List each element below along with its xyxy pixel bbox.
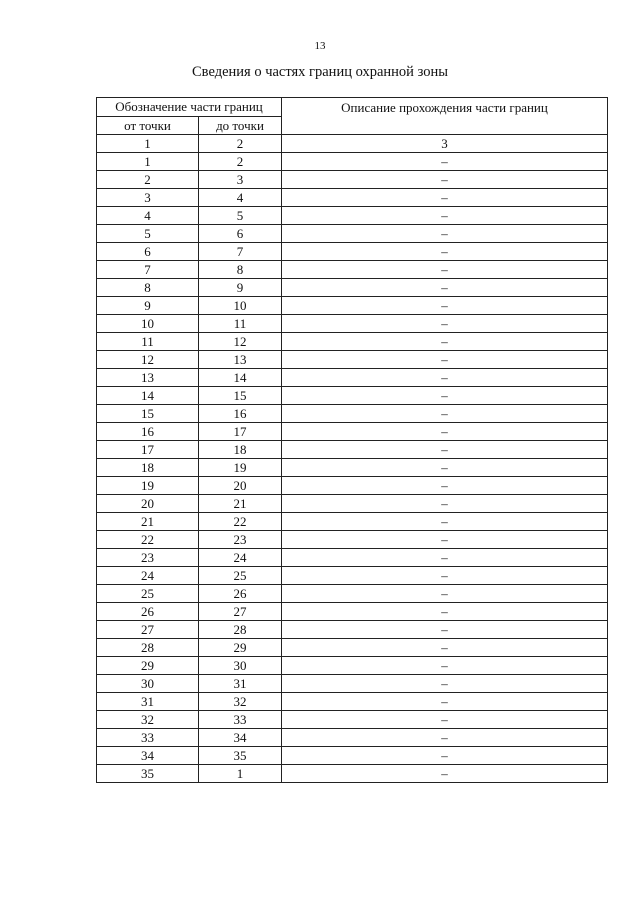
cell-from-point: 25 <box>97 585 199 603</box>
table-row <box>97 243 608 261</box>
cell-to-point: 18 <box>199 441 282 459</box>
cell-to-point: 14 <box>199 369 282 387</box>
cell-to-point: 30 <box>199 657 282 675</box>
cell-description: – <box>282 621 608 639</box>
table-row <box>97 189 608 207</box>
cell-from-point: 14 <box>97 387 199 405</box>
cell-from-point: 2 <box>97 171 199 189</box>
cell-from-point: 16 <box>97 423 199 441</box>
table-row <box>97 441 608 459</box>
cell-from-point: 31 <box>97 693 199 711</box>
cell-description: – <box>282 747 608 765</box>
table-row <box>97 477 608 495</box>
cell-to-point: 5 <box>199 207 282 225</box>
table-row <box>97 387 608 405</box>
cell-to-point: 13 <box>199 351 282 369</box>
cell-description: – <box>282 693 608 711</box>
column-numbering-row <box>97 135 608 153</box>
cell-from-point: 24 <box>97 567 199 585</box>
cell-to-point: 33 <box>199 711 282 729</box>
cell-to-point: 21 <box>199 495 282 513</box>
cell-to-point: 22 <box>199 513 282 531</box>
cell-description: – <box>282 765 608 783</box>
cell-from-point: 22 <box>97 531 199 549</box>
cell-to-point: 12 <box>199 333 282 351</box>
cell-from-point: 7 <box>97 261 199 279</box>
cell-from-point: 27 <box>97 621 199 639</box>
cell-to-point: 24 <box>199 549 282 567</box>
cell-description: – <box>282 351 608 369</box>
table-row <box>97 711 608 729</box>
column-number-desc: 3 <box>282 135 608 153</box>
cell-from-point: 3 <box>97 189 199 207</box>
cell-to-point: 27 <box>199 603 282 621</box>
table-row <box>97 531 608 549</box>
table-row <box>97 693 608 711</box>
table-row <box>97 657 608 675</box>
boundary-parts-table <box>96 97 608 783</box>
cell-description: – <box>282 189 608 207</box>
cell-from-point: 9 <box>97 297 199 315</box>
cell-to-point: 34 <box>199 729 282 747</box>
cell-to-point: 4 <box>199 189 282 207</box>
cell-from-point: 26 <box>97 603 199 621</box>
cell-description: – <box>282 495 608 513</box>
cell-to-point: 9 <box>199 279 282 297</box>
cell-to-point: 2 <box>199 153 282 171</box>
cell-from-point: 23 <box>97 549 199 567</box>
cell-from-point: 32 <box>97 711 199 729</box>
cell-description: – <box>282 513 608 531</box>
cell-from-point: 34 <box>97 747 199 765</box>
cell-from-point: 10 <box>97 315 199 333</box>
cell-to-point: 28 <box>199 621 282 639</box>
cell-from-point: 29 <box>97 657 199 675</box>
cell-description: – <box>282 423 608 441</box>
table-row <box>97 369 608 387</box>
cell-from-point: 20 <box>97 495 199 513</box>
cell-from-point: 21 <box>97 513 199 531</box>
table-row <box>97 549 608 567</box>
table-row <box>97 621 608 639</box>
table-row <box>97 207 608 225</box>
header-to-point: до точки <box>199 117 282 135</box>
table-row <box>97 513 608 531</box>
cell-description: – <box>282 387 608 405</box>
cell-from-point: 35 <box>97 765 199 783</box>
cell-from-point: 15 <box>97 405 199 423</box>
cell-description: – <box>282 153 608 171</box>
cell-to-point: 7 <box>199 243 282 261</box>
cell-description: – <box>282 171 608 189</box>
cell-to-point: 32 <box>199 693 282 711</box>
cell-description: – <box>282 405 608 423</box>
cell-description: – <box>282 585 608 603</box>
cell-to-point: 19 <box>199 459 282 477</box>
cell-to-point: 20 <box>199 477 282 495</box>
cell-from-point: 33 <box>97 729 199 747</box>
table-row <box>97 675 608 693</box>
group-header-boundary-designation: Обозначение части границ <box>97 98 282 117</box>
cell-description: – <box>282 243 608 261</box>
cell-to-point: 11 <box>199 315 282 333</box>
cell-to-point: 6 <box>199 225 282 243</box>
table-row <box>97 225 608 243</box>
table-row <box>97 297 608 315</box>
cell-description: – <box>282 315 608 333</box>
cell-from-point: 12 <box>97 351 199 369</box>
cell-to-point: 3 <box>199 171 282 189</box>
cell-description: – <box>282 333 608 351</box>
cell-from-point: 4 <box>97 207 199 225</box>
cell-description: – <box>282 657 608 675</box>
table-row <box>97 585 608 603</box>
cell-description: – <box>282 711 608 729</box>
cell-description: – <box>282 441 608 459</box>
table-row <box>97 405 608 423</box>
table-row <box>97 351 608 369</box>
cell-description: – <box>282 567 608 585</box>
table-row <box>97 729 608 747</box>
cell-description: – <box>282 477 608 495</box>
table-row <box>97 279 608 297</box>
cell-to-point: 15 <box>199 387 282 405</box>
cell-description: – <box>282 639 608 657</box>
cell-to-point: 29 <box>199 639 282 657</box>
cell-to-point: 25 <box>199 567 282 585</box>
header-from-point: от точки <box>97 117 199 135</box>
cell-from-point: 28 <box>97 639 199 657</box>
table-row <box>97 423 608 441</box>
cell-description: – <box>282 531 608 549</box>
cell-description: – <box>282 603 608 621</box>
header-boundary-description: Описание прохождения части границ <box>282 98 608 135</box>
cell-description: – <box>282 549 608 567</box>
cell-to-point: 35 <box>199 747 282 765</box>
cell-to-point: 10 <box>199 297 282 315</box>
cell-to-point: 1 <box>199 765 282 783</box>
table-body <box>97 135 608 783</box>
table-row <box>97 459 608 477</box>
cell-from-point: 30 <box>97 675 199 693</box>
cell-description: – <box>282 207 608 225</box>
cell-description: – <box>282 297 608 315</box>
table-header <box>97 98 608 135</box>
cell-from-point: 1 <box>97 153 199 171</box>
table-row <box>97 333 608 351</box>
table-row <box>97 603 608 621</box>
cell-from-point: 8 <box>97 279 199 297</box>
table-row <box>97 153 608 171</box>
cell-from-point: 17 <box>97 441 199 459</box>
cell-description: – <box>282 459 608 477</box>
cell-to-point: 8 <box>199 261 282 279</box>
cell-description: – <box>282 675 608 693</box>
cell-to-point: 26 <box>199 585 282 603</box>
cell-from-point: 5 <box>97 225 199 243</box>
cell-from-point: 11 <box>97 333 199 351</box>
cell-to-point: 16 <box>199 405 282 423</box>
cell-from-point: 13 <box>97 369 199 387</box>
cell-to-point: 31 <box>199 675 282 693</box>
page-title: Сведения о частях границ охранной зоны <box>192 64 448 80</box>
table-row <box>97 261 608 279</box>
cell-to-point: 23 <box>199 531 282 549</box>
cell-description: – <box>282 279 608 297</box>
table-row <box>97 567 608 585</box>
cell-description: – <box>282 369 608 387</box>
table-row <box>97 171 608 189</box>
cell-to-point: 17 <box>199 423 282 441</box>
table-row <box>97 765 608 783</box>
page-number: 13 <box>314 40 326 52</box>
table-row <box>97 495 608 513</box>
cell-from-point: 6 <box>97 243 199 261</box>
cell-description: – <box>282 261 608 279</box>
table-row <box>97 315 608 333</box>
cell-description: – <box>282 729 608 747</box>
table-row <box>97 747 608 765</box>
column-number-from: 1 <box>97 135 199 153</box>
column-number-to: 2 <box>199 135 282 153</box>
cell-from-point: 18 <box>97 459 199 477</box>
cell-description: – <box>282 225 608 243</box>
cell-from-point: 19 <box>97 477 199 495</box>
table-row <box>97 639 608 657</box>
